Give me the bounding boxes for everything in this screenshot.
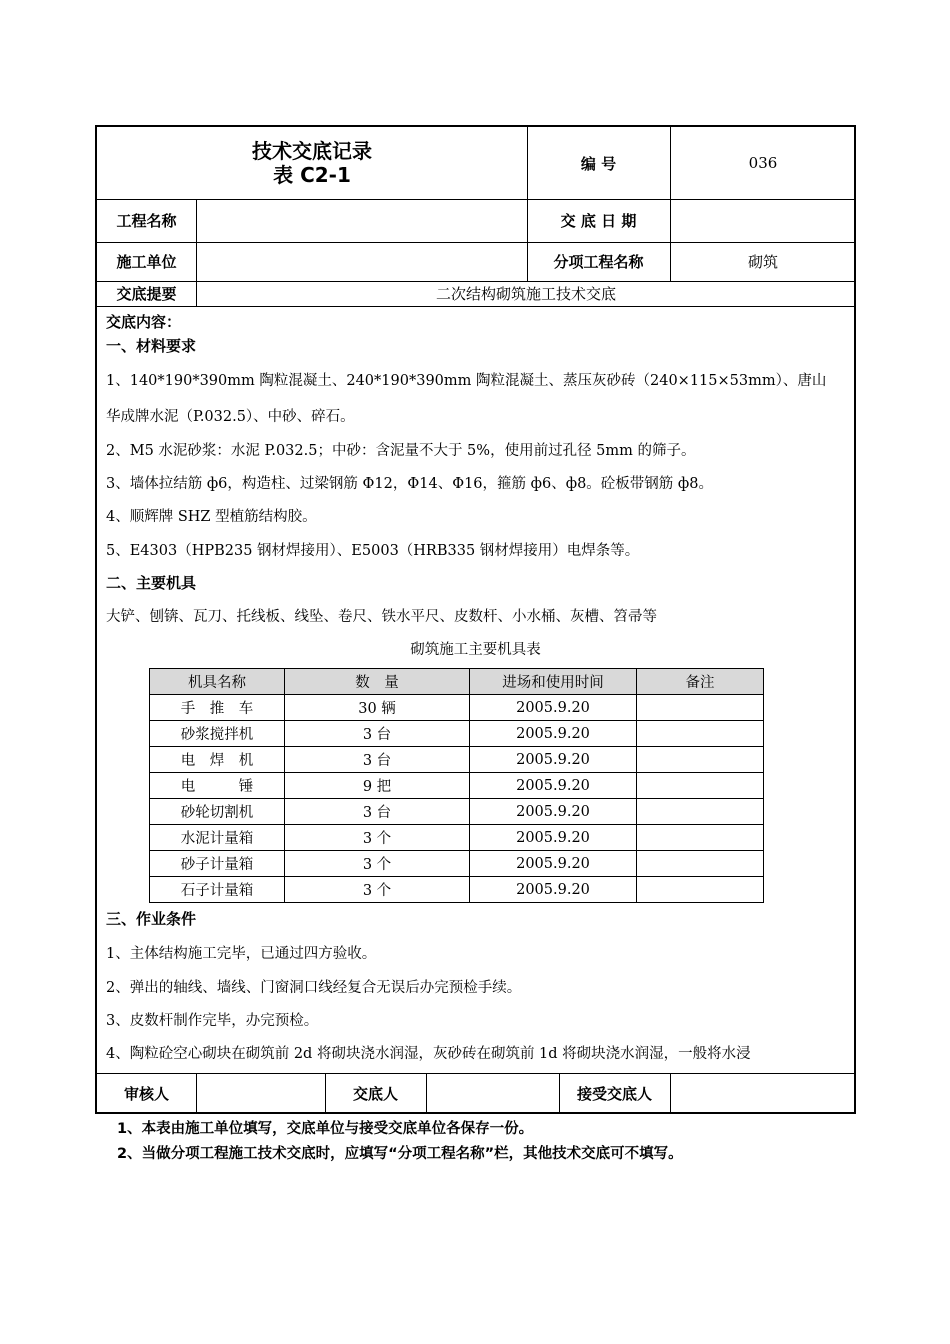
section1-item: 1、140*190*390mm 陶粒混凝土、240*190*390mm 陶粒混凝土、蒸压灰砂砖（240×115×53mm）、唐山 [106, 373, 827, 389]
tools-table [149, 668, 764, 903]
section3-item: 2、弹出的轴线、墙线、门窗洞口线经复合无误后办完预检手续。 [106, 980, 522, 996]
discloser-label: 交底人 [352, 1085, 398, 1103]
table-row [150, 825, 764, 851]
table-cell: 2005.9.20 [470, 877, 637, 903]
table-cell: 2005.9.20 [470, 851, 637, 877]
section1-item: 3、墙体拉结筋 ф6，构造柱、过梁钢筋 Φ12，Φ14、Φ16，箍筋 ф6、ф8。砼板带钢筋 ф8。 [106, 476, 713, 492]
table-cell [637, 747, 764, 773]
number-value: 036 [748, 154, 778, 172]
title-line-2: 表 C2-1 [273, 163, 351, 187]
section3-item: 3、皮数杆制作完毕，办完预检。 [106, 1013, 319, 1029]
table-cell: 30 辆 [285, 695, 470, 721]
section1-title: 一、材料要求 [106, 337, 197, 355]
table-row [150, 851, 764, 877]
section3-item: 1、主体结构施工完毕，已通过四方验收。 [106, 946, 377, 962]
sub-project-label: 分项工程名称 [553, 253, 644, 271]
date-field[interactable] [670, 199, 856, 242]
table-cell: 3 个 [285, 877, 470, 903]
table-cell: 2005.9.20 [470, 747, 637, 773]
table-caption: 砌筑施工主要机具表 [410, 642, 541, 658]
table-row [150, 799, 764, 825]
table-cell: 石子计量箱 [150, 877, 285, 903]
title-line-1: 技术交底记录 [252, 139, 372, 163]
table-header: 备注 [637, 669, 764, 695]
section1-item: 4、顺辉牌 SHZ 型植筋结构胶。 [106, 509, 317, 525]
table-cell: 电 焊 机 [150, 747, 285, 773]
table-cell: 9 把 [285, 773, 470, 799]
number-label: 编 号 [580, 154, 617, 173]
table-cell [637, 799, 764, 825]
table-cell [637, 721, 764, 747]
reviewer-label: 审核人 [123, 1085, 169, 1103]
table-cell [637, 773, 764, 799]
summary-value: 二次结构砌筑施工技术交底 [435, 285, 616, 303]
table-row [150, 695, 764, 721]
table-cell: 砂子计量箱 [150, 851, 285, 877]
receiver-label: 接受交底人 [576, 1085, 652, 1103]
table-header: 进场和使用时间 [470, 669, 637, 695]
table-cell: 2005.9.20 [470, 695, 637, 721]
table-cell: 水泥计量箱 [150, 825, 285, 851]
unit-label: 施工单位 [116, 253, 177, 271]
table-cell: 3 台 [285, 721, 470, 747]
table-header-row [150, 669, 764, 695]
table-cell: 3 台 [285, 799, 470, 825]
table-cell [637, 825, 764, 851]
table-cell: 电 锤 [150, 773, 285, 799]
section2-title: 二、主要机具 [106, 574, 197, 592]
reviewer-field[interactable] [196, 1073, 325, 1114]
sub-project-value[interactable]: 砌筑 [747, 253, 778, 271]
table-cell: 砂浆搅拌机 [150, 721, 285, 747]
table-cell: 砂轮切割机 [150, 799, 285, 825]
content-intro: 交底内容： [106, 313, 182, 331]
summary-label: 交底提要 [116, 285, 177, 303]
table-cell: 2005.9.20 [470, 825, 637, 851]
table-cell: 3 个 [285, 851, 470, 877]
project-name-label: 工程名称 [116, 212, 177, 230]
date-label: 交 底 日 期 [560, 212, 637, 230]
section1-item: 华成牌水泥（P.032.5）、中砂、碎石。 [106, 409, 355, 425]
table-cell [637, 695, 764, 721]
table-row [150, 877, 764, 903]
record-form [95, 125, 856, 1114]
table-cell: 3 个 [285, 825, 470, 851]
note-2: 2、当做分项工程施工技术交底时，应填写“分项工程名称”栏，其他技术交底可不填写。 [117, 1146, 683, 1162]
content-area [97, 306, 854, 1073]
section3-item: 4、陶粒砼空心砌块在砌筑前 2d 将砌块浇水润湿，灰砂砖在砌筑前 1d 将砌块浇水润湿，一般将水浸 [106, 1046, 751, 1062]
table-header: 机具名称 [150, 669, 285, 695]
section3-title: 三、作业条件 [106, 910, 197, 928]
table-row [150, 747, 764, 773]
form-title [97, 127, 527, 199]
project-name-field[interactable] [196, 199, 527, 242]
table-row [150, 773, 764, 799]
table-header: 数 量 [285, 669, 470, 695]
section1-item: 2、M5 水泥砂浆：水泥 P.032.5；中砂：含泥量不大于 5%，使用前过孔径 5mm 的筛子。 [106, 443, 696, 459]
table-cell: 手 推 车 [150, 695, 285, 721]
table-cell: 2005.9.20 [470, 799, 637, 825]
table-cell [637, 851, 764, 877]
table-row [150, 721, 764, 747]
table-cell: 2005.9.20 [470, 773, 637, 799]
table-cell: 2005.9.20 [470, 721, 637, 747]
note-1: 1、本表由施工单位填写，交底单位与接受交底单位各保存一份。 [117, 1121, 534, 1137]
table-cell: 3 台 [285, 747, 470, 773]
discloser-field[interactable] [426, 1073, 559, 1114]
receiver-field[interactable] [670, 1073, 856, 1114]
table-cell [637, 877, 764, 903]
section2-text: 大铲、刨锛、瓦刀、托线板、线坠、卷尺、铁水平尺、皮数杆、小水桶、灰槽、笤帚等 [106, 609, 657, 625]
section1-item: 5、E4303（HPB235 钢材焊接用）、E5003（HRB335 钢材焊接用）电焊条等。 [106, 543, 640, 559]
unit-field[interactable] [196, 242, 527, 281]
